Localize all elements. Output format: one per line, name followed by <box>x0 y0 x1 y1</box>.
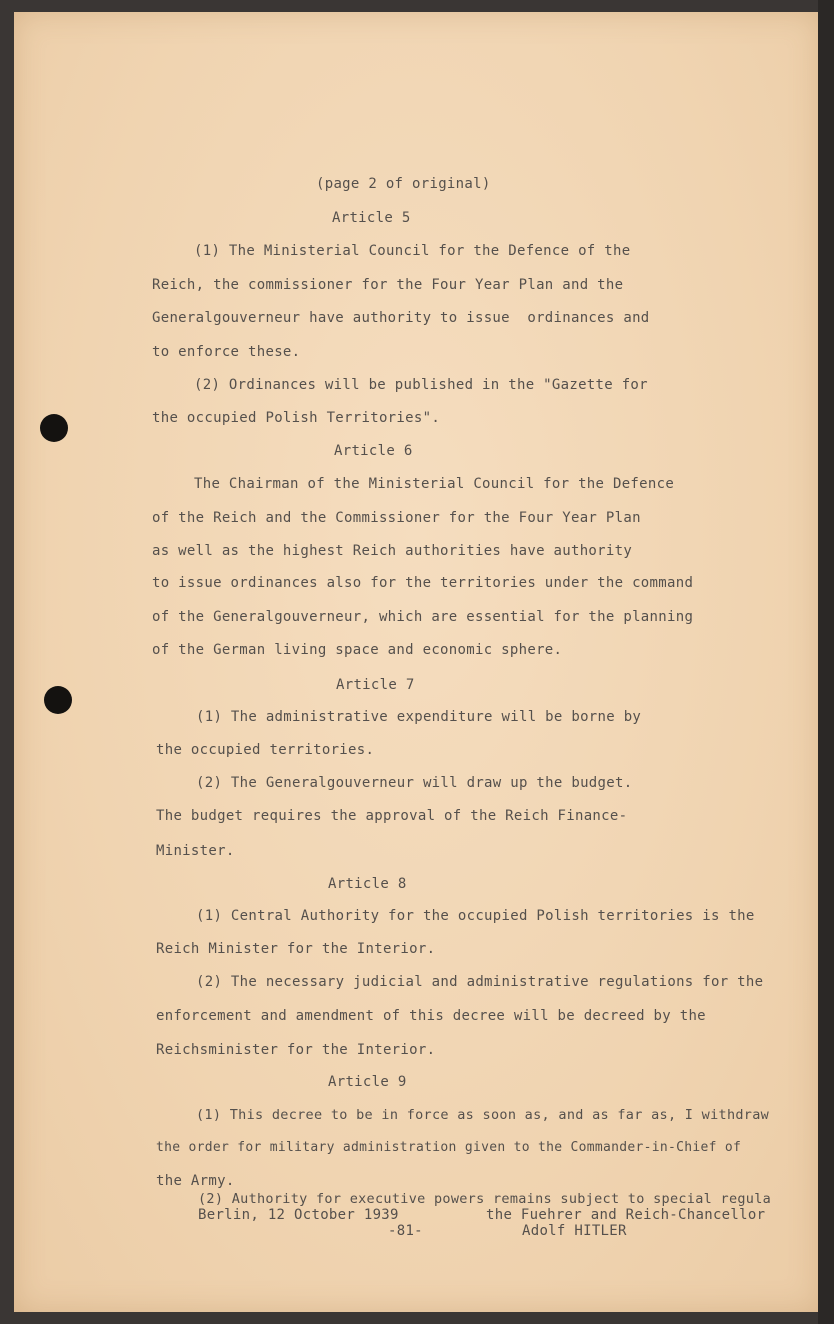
text-line: (2) The necessary judicial and administrative regulations for the <box>196 974 764 990</box>
article-7-heading: Article 7 <box>336 677 415 693</box>
text-line: (2) Ordinances will be published in the "Gazette for <box>194 377 648 393</box>
text-line: (2) Authority for executive powers remains subject to special regula <box>198 1191 772 1207</box>
punch-hole-lower <box>44 686 72 714</box>
text-line: (1) The administrative expenditure will be borne by <box>196 709 642 725</box>
text-line: Generalgouverneur have authority to issue ordinances and <box>152 310 650 326</box>
text-line: Minister. <box>156 843 235 859</box>
text-line: the Army. <box>156 1173 235 1189</box>
text-line: Reichsminister for the Interior. <box>156 1042 436 1058</box>
text-line: (2) The Generalgouverneur will draw up the budget. <box>196 775 633 791</box>
text-line: enforcement and amendment of this decree will be decreed by the <box>156 1008 706 1024</box>
article-8-heading: Article 8 <box>328 876 407 892</box>
text-line: as well as the highest Reich authorities have authority <box>152 543 633 559</box>
signature-title: the Fuehrer and Reich-Chancellor <box>486 1207 766 1223</box>
signature-name: Adolf HITLER <box>522 1223 627 1239</box>
page-marker: (page 2 of original) <box>316 176 491 192</box>
article-5-heading: Article 5 <box>332 210 411 226</box>
text-line: Reich Minister for the Interior. <box>156 941 436 957</box>
text-line: the order for military administration given to the Commander-in-Chief of <box>156 1140 742 1155</box>
page-number: -81- <box>388 1223 423 1239</box>
text-line: The Chairman of the Ministerial Council for the Defence <box>194 476 675 492</box>
text-line: of the German living space and economic sphere. <box>152 642 563 658</box>
text-line: to enforce these. <box>152 344 301 360</box>
scanner-background-edge <box>818 0 834 1324</box>
text-line: to issue ordinances also for the territories under the command <box>152 575 694 591</box>
text-line: The budget requires the approval of the Reich Finance- <box>156 808 628 824</box>
text-line: (1) The Ministerial Council for the Defence of the <box>194 243 631 259</box>
article-6-heading: Article 6 <box>334 443 413 459</box>
text-line: the occupied Polish Territories". <box>152 410 441 426</box>
text-line: of the Generalgouverneur, which are essential for the planning <box>152 609 694 625</box>
text-line: the occupied territories. <box>156 742 375 758</box>
text-line: Reich, the commissioner for the Four Year Plan and the <box>152 277 624 293</box>
article-9-heading: Article 9 <box>328 1074 407 1090</box>
signature-place-date: Berlin, 12 October 1939 <box>198 1207 399 1223</box>
punch-hole-upper <box>40 414 68 442</box>
text-line: (1) This decree to be in force as soon as, and as far as, I withdraw <box>196 1107 770 1123</box>
text-line: of the Reich and the Commissioner for the Four Year Plan <box>152 510 641 526</box>
text-line: (1) Central Authority for the occupied Polish territories is the <box>196 908 755 924</box>
